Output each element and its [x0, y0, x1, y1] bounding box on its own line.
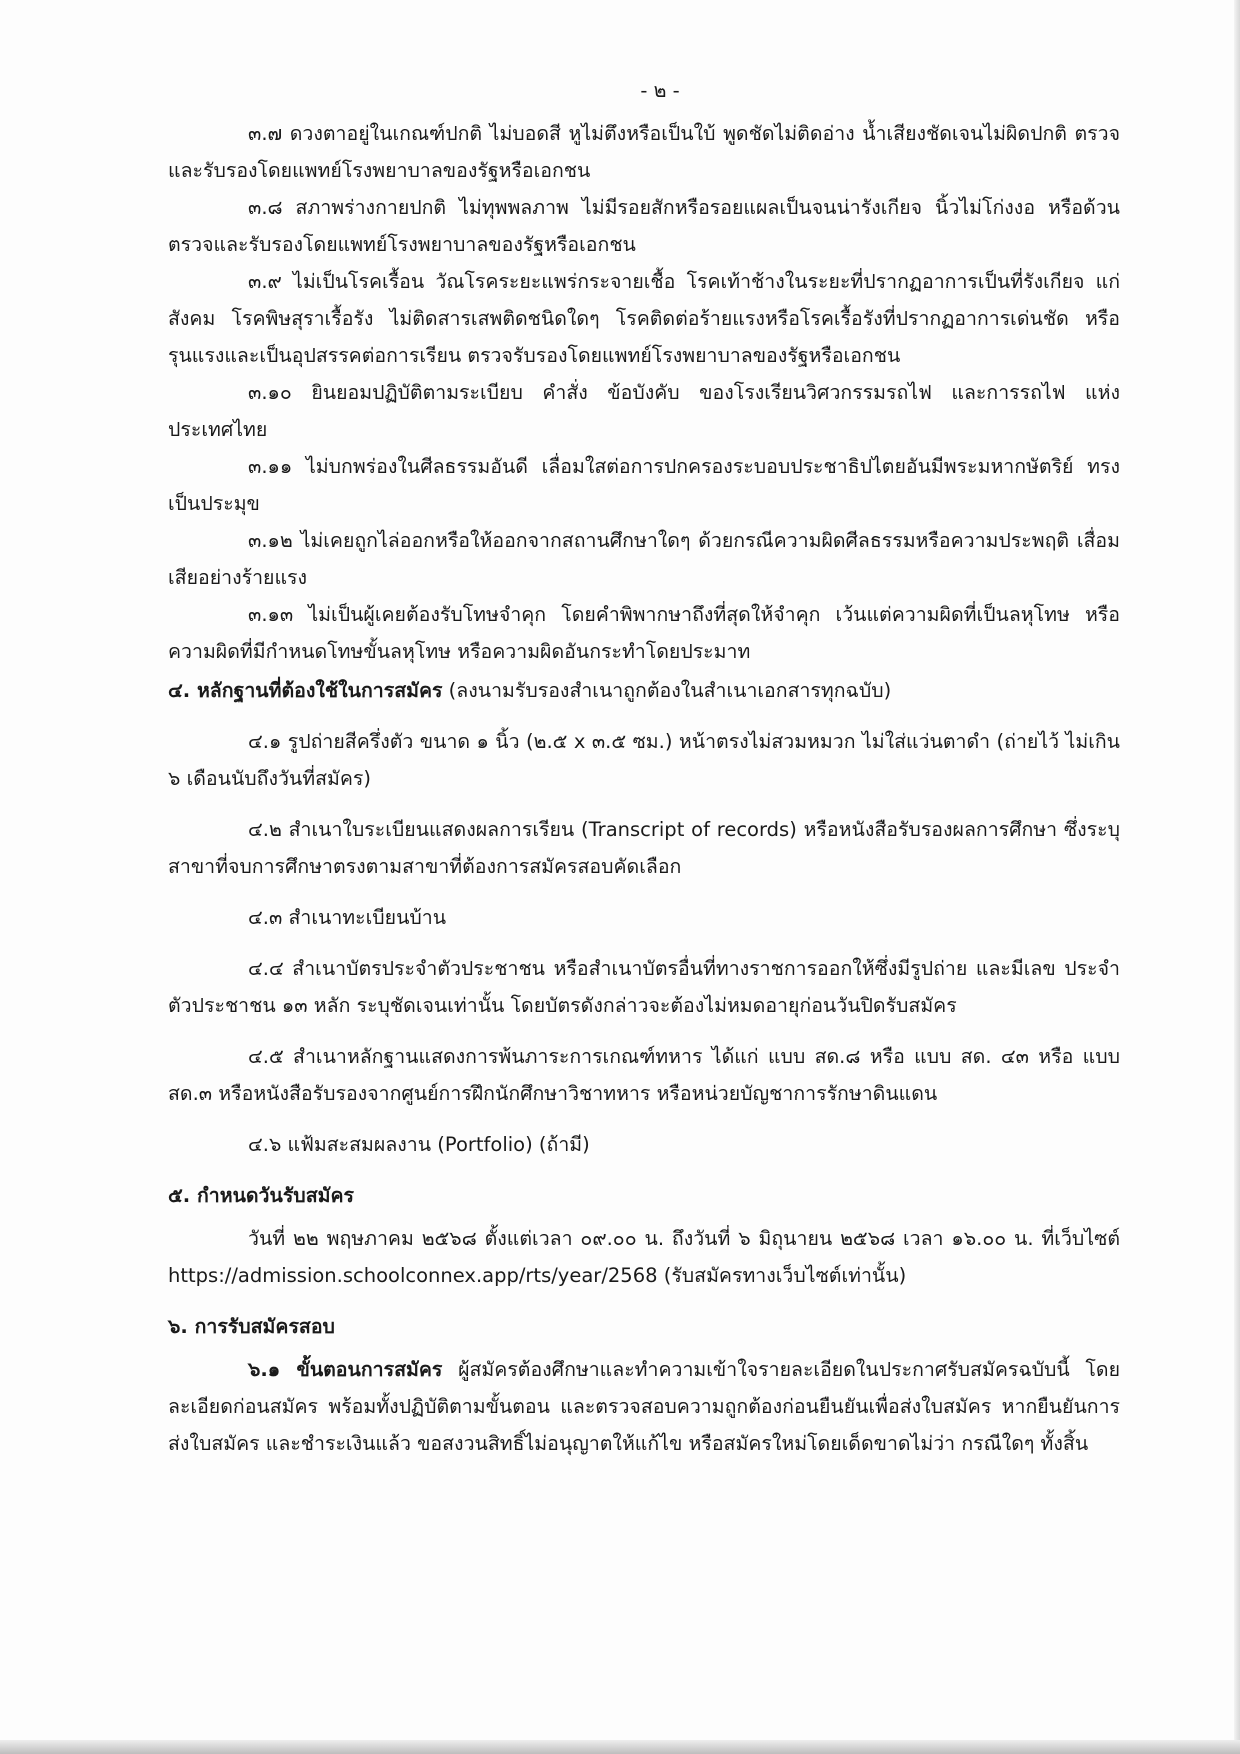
document-4-3: ๔.๓ สำเนาทะเบียนบ้าน: [248, 906, 447, 929]
application-steps-body: ผู้สมัครต้องศึกษาและทำความเข้าใจรายละเอียดในประกาศรับสมัครฉบับนี้ โดยละเอียดก่อนสมัคร พร้อมทั้งปฏิบัติตามขั้นตอน และตรวจสอบความถูกต้องก่อนยืนยันเพื่อส่งใบสมัคร หากยืนยันการส่งใบสมัคร และชำระเงินแล้ว ขอสงวนสิทธิ์ไม่อนุญาตให้แก้ไข หรือสมัครใหม่โดยเด็ดขาดไม่ว่า กรณีใดๆ ทั้งสิ้น: [168, 1358, 1120, 1455]
section-4-heading: [168, 672, 1120, 709]
qualification-3-9: ๓.๙ ไม่เป็นโรคเรื้อน วัณโรคระยะแพร่กระจายเชื้อ โรคเท้าช้างในระยะที่ปรากฏอาการเป็นที่รังเกียจ แก่สังคม โรคพิษสุราเรื้อรัง ไม่ติดสารเสพติดชนิดใดๆ โรคติดต่อร้ายแรงหรือโรคเรื้อรังที่ปรากฏอาการเด่นชัด หรือรุนแรงและเป็นอุปสรรคต่อการเรียน ตรวจรับรองโดยแพทย์โรงพยาบาลของรัฐหรือเอกชน: [168, 270, 1120, 367]
qualification-3-12: ๓.๑๒ ไม่เคยถูกไล่ออกหรือให้ออกจากสถานศึกษาใดๆ ด้วยกรณีความผิดศีลธรรมหรือความประพฤติ เสื่อมเสียอย่างร้ายแรง: [168, 529, 1120, 589]
section-5-title: ๕. กำหนดวันรับสมัคร: [168, 1184, 354, 1207]
page-edge-right: [1234, 0, 1240, 1754]
application-period: วันที่ ๒๒ พฤษภาคม ๒๕๖๘ ตั้งแต่เวลา ๐๙.๐๐ น. ถึงวันที่ ๖ มิถุนายน ๒๕๖๘ เวลา ๑๖.๐๐ น. ที่เว็บไซต์ https://admission.schoolconnex.app/rts/year/2568 (รับสมัครทางเว็บไซต์เท่านั้น): [168, 1227, 1120, 1287]
qualification-3-7: ๓.๗ ดวงตาอยู่ในเกณฑ์ปกติ ไม่บอดสี หูไม่ตึงหรือเป็นใบ้ พูดชัดไม่ติดอ่าง น้ำเสียงชัดเจนไม่ผิดปกติ ตรวจและรับรองโดยแพทย์โรงพยาบาลของรัฐหรือเอกชน: [168, 122, 1120, 182]
qualification-3-8: ๓.๘ สภาพร่างกายปกติ ไม่ทุพพลภาพ ไม่มีรอยสักหรือรอยแผลเป็นจนน่ารังเกียจ นิ้วไม่โก่งงอ หรือด้วน ตรวจและรับรองโดยแพทย์โรงพยาบาลของรัฐหรือเอกชน: [168, 196, 1120, 256]
document-4-6: ๔.๖ แฟ้มสะสมผลงาน (Portfolio) (ถ้ามี): [248, 1133, 590, 1156]
page-number: - ๒ -: [640, 79, 680, 102]
section-6-title: ๖. การรับสมัครสอบ: [168, 1315, 335, 1338]
document-4-2: ๔.๒ สำเนาใบระเบียนแสดงผลการเรียน (Transcript of records) หรือหนังสือรับรองผลการศึกษา ซึ่งระบุสาขาที่จบการศึกษาตรงตามสาขาที่ต้องการสมัครสอบคัดเลือก: [168, 818, 1120, 878]
application-steps-title: ๖.๑ ขั้นตอนการสมัคร: [248, 1358, 443, 1381]
document-body: [168, 72, 1120, 1462]
qualification-3-13: ๓.๑๓ ไม่เป็นผู้เคยต้องรับโทษจำคุก โดยคำพิพากษาถึงที่สุดให้จำคุก เว้นแต่ความผิดที่เป็นลหุโทษ หรือความผิดที่มีกำหนดโทษขั้นลหุโทษ หรือความผิดอันกระทำโดยประมาท: [168, 603, 1120, 663]
qualification-3-10: ๓.๑๐ ยินยอมปฏิบัติตามระเบียบ คำสั่ง ข้อบังคับ ของโรงเรียนวิศวกรรมรถไฟ และการรถไฟ แห่งประเทศไทย: [168, 381, 1120, 441]
document-4-1: ๔.๑ รูปถ่ายสีครึ่งตัว ขนาด ๑ นิ้ว (๒.๕ x ๓.๕ ซม.) หน้าตรงไม่สวมหมวก ไม่ใส่แว่นตาดำ (ถ่ายไว้ ไม่เกิน ๖ เดือนนับถึงวันที่สมัคร): [168, 730, 1120, 790]
page-edge-bottom: [0, 1740, 1240, 1754]
document-4-4: ๔.๔ สำเนาบัตรประจำตัวประชาชน หรือสำเนาบัตรอื่นที่ทางราชการออกให้ซึ่งมีรูปถ่าย และมีเลข ประจำตัวประชาชน ๑๓ หลัก ระบุชัดเจนเท่านั้น โดยบัตรดังกล่าวจะต้องไม่หมดอายุก่อนวันปิดรับสมัคร: [168, 957, 1120, 1017]
application-steps: [168, 1351, 1120, 1462]
qualification-3-11: ๓.๑๑ ไม่บกพร่องในศีลธรรมอันดี เลื่อมใสต่อการปกครองระบอบประชาธิปไตยอันมีพระมหากษัตริย์ ทรงเป็นประมุข: [168, 455, 1120, 515]
section-4-title: ๔. หลักฐานที่ต้องใช้ในการสมัคร: [168, 679, 443, 702]
document-4-5: ๔.๕ สำเนาหลักฐานแสดงการพ้นภาระการเกณฑ์ทหาร ได้แก่ แบบ สด.๘ หรือ แบบ สด. ๔๓ หรือ แบบ สด.๓ หรือหนังสือรับรองจากศูนย์การฝึกนักศึกษาวิชาทหาร หรือหน่วยบัญชาการรักษาดินแดน: [168, 1045, 1120, 1105]
section-4-note: (ลงนามรับรองสำเนาถูกต้องในสำเนาเอกสารทุกฉบับ): [442, 679, 892, 702]
